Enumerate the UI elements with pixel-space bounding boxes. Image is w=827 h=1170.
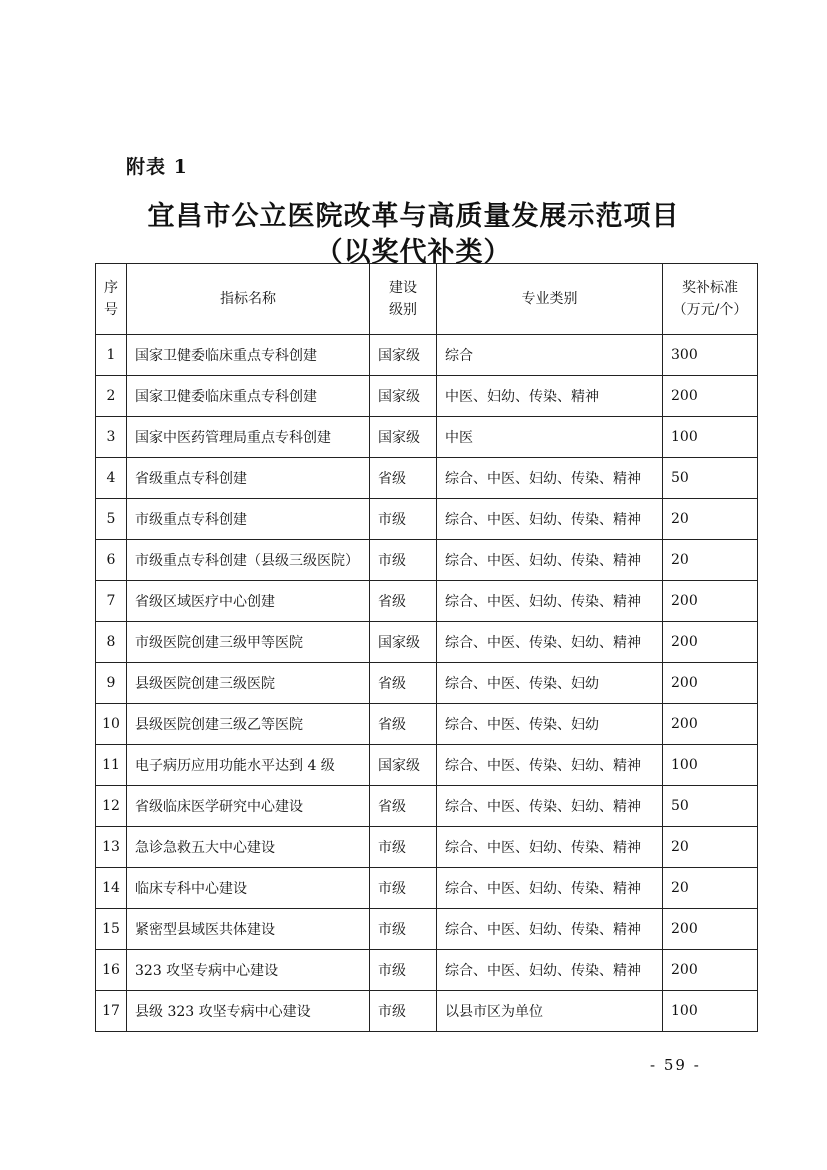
header-category: 专业类别 xyxy=(437,264,663,335)
table-row xyxy=(96,376,758,417)
seq-cell: 5 xyxy=(96,499,127,540)
indicator-name-cell: 省级临床医学研究中心建设 xyxy=(127,786,370,827)
table-header-row xyxy=(96,264,758,335)
category-cell: 综合 xyxy=(437,335,663,376)
header-seq-line2: 号 xyxy=(104,302,118,318)
table-row xyxy=(96,868,758,909)
header-seq xyxy=(96,264,127,335)
table-row xyxy=(96,745,758,786)
amount-cell: 100 xyxy=(663,991,758,1032)
seq-cell: 6 xyxy=(96,540,127,581)
header-amount-line2: （万元/个） xyxy=(672,302,748,318)
category-cell: 中医 xyxy=(437,417,663,458)
amount-cell: 100 xyxy=(663,417,758,458)
indicator-name-cell: 电子病历应用功能水平达到 4 级 xyxy=(127,745,370,786)
indicator-name-cell: 国家卫健委临床重点专科创建 xyxy=(127,376,370,417)
table-row xyxy=(96,458,758,499)
category-cell: 综合、中医、妇幼、传染、精神 xyxy=(437,827,663,868)
amount-cell: 200 xyxy=(663,663,758,704)
indicator-name-cell: 国家中医药管理局重点专科创建 xyxy=(127,417,370,458)
level-cell: 市级 xyxy=(370,827,437,868)
level-cell: 国家级 xyxy=(370,335,437,376)
header-amount xyxy=(663,264,758,335)
indicator-name-cell: 323 攻坚专病中心建设 xyxy=(127,950,370,991)
level-cell: 省级 xyxy=(370,458,437,499)
level-cell: 市级 xyxy=(370,540,437,581)
table-row xyxy=(96,950,758,991)
category-cell: 以县市区为单位 xyxy=(437,991,663,1032)
amount-cell: 50 xyxy=(663,786,758,827)
seq-cell: 9 xyxy=(96,663,127,704)
seq-cell: 13 xyxy=(96,827,127,868)
subsidy-table xyxy=(95,263,758,1032)
table-body xyxy=(96,335,758,1032)
amount-cell: 50 xyxy=(663,458,758,499)
amount-cell: 200 xyxy=(663,622,758,663)
seq-cell: 3 xyxy=(96,417,127,458)
amount-cell: 20 xyxy=(663,868,758,909)
seq-cell: 14 xyxy=(96,868,127,909)
table-row xyxy=(96,663,758,704)
indicator-name-cell: 紧密型县域医共体建设 xyxy=(127,909,370,950)
level-cell: 市级 xyxy=(370,909,437,950)
amount-cell: 200 xyxy=(663,581,758,622)
table-row xyxy=(96,417,758,458)
table-row xyxy=(96,540,758,581)
category-cell: 综合、中医、妇幼、传染、精神 xyxy=(437,499,663,540)
amount-cell: 200 xyxy=(663,950,758,991)
category-cell: 综合、中医、传染、妇幼、精神 xyxy=(437,622,663,663)
header-level-line1: 建设 xyxy=(389,280,417,296)
indicator-name-cell: 国家卫健委临床重点专科创建 xyxy=(127,335,370,376)
category-cell: 综合、中医、传染、妇幼 xyxy=(437,704,663,745)
level-cell: 市级 xyxy=(370,868,437,909)
category-cell: 综合、中医、传染、妇幼、精神 xyxy=(437,786,663,827)
seq-cell: 15 xyxy=(96,909,127,950)
level-cell: 市级 xyxy=(370,499,437,540)
seq-cell: 16 xyxy=(96,950,127,991)
header-level-line2: 级别 xyxy=(389,302,417,318)
indicator-name-cell: 省级重点专科创建 xyxy=(127,458,370,499)
level-cell: 省级 xyxy=(370,704,437,745)
table-row xyxy=(96,991,758,1032)
seq-cell: 7 xyxy=(96,581,127,622)
level-cell: 国家级 xyxy=(370,376,437,417)
seq-cell: 2 xyxy=(96,376,127,417)
table-row xyxy=(96,499,758,540)
indicator-name-cell: 县级医院创建三级乙等医院 xyxy=(127,704,370,745)
category-cell: 综合、中医、传染、妇幼 xyxy=(437,663,663,704)
category-cell: 综合、中医、妇幼、传染、精神 xyxy=(437,458,663,499)
table-row xyxy=(96,581,758,622)
seq-cell: 1 xyxy=(96,335,127,376)
amount-cell: 20 xyxy=(663,540,758,581)
document-subtitle: （以奖代补类） xyxy=(315,237,512,268)
table-row xyxy=(96,786,758,827)
table-row xyxy=(96,335,758,376)
header-indicator-name: 指标名称 xyxy=(127,264,370,335)
seq-cell: 8 xyxy=(96,622,127,663)
header-seq-line1: 序 xyxy=(104,280,118,296)
appendix-label: 附表 1 xyxy=(126,156,188,178)
seq-cell: 10 xyxy=(96,704,127,745)
category-cell: 综合、中医、妇幼、传染、精神 xyxy=(437,581,663,622)
amount-cell: 300 xyxy=(663,335,758,376)
indicator-name-cell: 县级 323 攻坚专病中心建设 xyxy=(127,991,370,1032)
category-cell: 综合、中医、妇幼、传染、精神 xyxy=(437,540,663,581)
table-row xyxy=(96,704,758,745)
indicator-name-cell: 急诊急救五大中心建设 xyxy=(127,827,370,868)
indicator-name-cell: 市级医院创建三级甲等医院 xyxy=(127,622,370,663)
category-cell: 综合、中医、妇幼、传染、精神 xyxy=(437,868,663,909)
page-number: - 59 - xyxy=(650,1056,701,1074)
header-amount-line1: 奖补标准 xyxy=(682,280,738,296)
level-cell: 国家级 xyxy=(370,417,437,458)
amount-cell: 200 xyxy=(663,909,758,950)
level-cell: 国家级 xyxy=(370,622,437,663)
amount-cell: 200 xyxy=(663,376,758,417)
header-level xyxy=(370,264,437,335)
seq-cell: 17 xyxy=(96,991,127,1032)
indicator-name-cell: 市级重点专科创建 xyxy=(127,499,370,540)
indicator-name-cell: 市级重点专科创建（县级三级医院） xyxy=(127,540,370,581)
seq-cell: 11 xyxy=(96,745,127,786)
level-cell: 市级 xyxy=(370,950,437,991)
table-row xyxy=(96,909,758,950)
category-cell: 综合、中医、传染、妇幼、精神 xyxy=(437,745,663,786)
level-cell: 省级 xyxy=(370,663,437,704)
amount-cell: 20 xyxy=(663,827,758,868)
category-cell: 综合、中医、妇幼、传染、精神 xyxy=(437,950,663,991)
seq-cell: 4 xyxy=(96,458,127,499)
amount-cell: 100 xyxy=(663,745,758,786)
level-cell: 省级 xyxy=(370,581,437,622)
indicator-name-cell: 省级区域医疗中心创建 xyxy=(127,581,370,622)
indicator-name-cell: 县级医院创建三级医院 xyxy=(127,663,370,704)
document-title: 宜昌市公立医院改革与高质量发展示范项目 xyxy=(147,201,680,232)
level-cell: 市级 xyxy=(370,991,437,1032)
level-cell: 国家级 xyxy=(370,745,437,786)
amount-cell: 200 xyxy=(663,704,758,745)
category-cell: 中医、妇幼、传染、精神 xyxy=(437,376,663,417)
table-row xyxy=(96,827,758,868)
amount-cell: 20 xyxy=(663,499,758,540)
table-row xyxy=(96,622,758,663)
level-cell: 省级 xyxy=(370,786,437,827)
indicator-name-cell: 临床专科中心建设 xyxy=(127,868,370,909)
seq-cell: 12 xyxy=(96,786,127,827)
category-cell: 综合、中医、妇幼、传染、精神 xyxy=(437,909,663,950)
